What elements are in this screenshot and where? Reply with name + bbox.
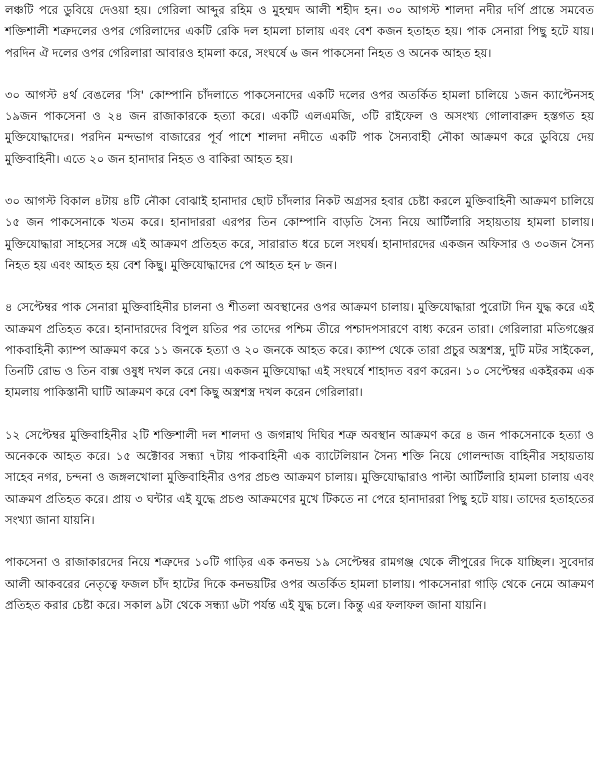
paragraph-6: পাকসেনা ও রাজাকারদের নিয়ে শত্রুদের ১০টি গাড়ির এক কনভয় ১৯ সেপ্টেম্বর রামগঞ্জ থেকে লীপুরের দিকে যাচ্ছিল। সুবেদার আলী আকবরের নেতৃত্বে ফজল চাঁদ হাটের দিকে কনভয়টির ওপর অতর্কিত হামলা চালায়। পাকসেনারা গাড়ি থেকে নেমে আক্রমণ প্রতিহত করার চেষ্টা করে। সকাল ৯টা থেকে সন্ধ্যা ৬টা পর্যন্ত এই যুদ্ধ চলে। কিন্তু এর ফলাফল জানা যায়নি। [5, 555, 594, 612]
paragraph-5: ১২ সেপ্টেম্বর মুক্তিবাহিনীর ২টি শক্তিশালী দল শালদা ও জগন্নাথ দিঘির শত্রু অবস্থান আক্রমণ করে ৪ জন পাকসেনাকে হত্যা ও অনেককে আহত করে। ১৫ অক্টোবর সন্ধ্যা ৭টায় পাকবাহিনী এক ব্যাটেলিয়ান সৈন্য শক্তি নিয়ে গোলন্দাজ বাহিনীর সহায়তায় সাহেব নগর, চন্দনা ও জঙ্গলখোলা মুক্তিবাহিনীর ওপর প্রচণ্ড আক্রমণ চালায়। মুক্তিযোদ্ধারাও পাল্টা আর্টিলারি হামলা চালায় এবং আক্রমণ প্রতিহত করে। প্রায় ৩ ঘন্টার এই যুদ্ধে প্রচণ্ড আক্রমণের মুখে টিকতে না পেরে হানাদাররা পিছু হটে যায়। তাদের হতাহতের সংখ্যা জানা যায়নি। [5, 427, 594, 527]
paragraph-1: লঞ্চটি পরে ডুবিয়ে দেওয়া হয়। গেরিলা আব্দুর রহিম ও মুহম্মদ আলী শহীদ হন। ৩০ আগস্ট শালদা নদীর দর্ণি প্রান্তে সমবেত শক্তিশালী শত্রুদলের ওপর গেরিলাদের একটি রেকি দল হামলা চালায় এবং বেশ কজন হতাহত হয়। পাক সেনারা পিছু হটে যায়। পরদিন ঐ দলের ওপর গেরিলারা আবারও হামলা করে, সংঘর্ষে ৬ জন পাকসেনা নিহত ও অনেক আহত হয়। [5, 3, 594, 60]
paragraph-2: ৩০ আগস্ট ৪র্থ বেঙলের 'সি' কোম্পানি চাঁদলাতে পাকসেনাদের একটি দলের ওপর অতর্কিত হামলা চালিয়ে ১জন ক্যাপ্টেনসহ ১৯জন পাকসেনা ও ২৪ জন রাজাকারকে হত্যা করে। একটি এলএমজি, ৩টি রাইফেল ও অসংখ্য গোলাবারুদ হস্তগত হয় মুক্তিযোদ্ধাদের। পরদিন মন্দভাগ বাজারের পূর্ব পাশে শালদা নদীতে একটি পাক সৈন্যবাহী নৌকা আক্রমণ করে ডুবিয়ে দেয় মুক্তিবাহিনী। এতে ২০ জন হানাদার নিহত ও বাকিরা আহত হয়। [5, 87, 594, 166]
paragraph-4: ৪ সেপ্টেম্বর পাক সেনারা মুক্তিবাহিনীর চালনা ও শীতলা অবস্থানের ওপর আক্রমণ চালায়। মুক্তিযোদ্ধারা পুরোটা দিন যুদ্ধ করে এই আক্রমণ প্রতিহত করে। হানাদারদের বিপুল য়তির পর তাদের পশ্চিম তীরে পশ্চাদপসারণে বাধ্য করেন তারা। গেরিলারা মতিগঞ্জের পাকবাহিনী ক্যাম্প আক্রমণ করে ১১ জনকে হত্যা ও ২০ জনকে আহত করে। ক্যাম্প থেকে তারা প্রচুর অস্ত্রশস্ত্র, দুটি মটর সাইকেল, তিনটি রোভ ও তিন বাক্স ওষুধ দখল করে নেয়। একজন মুক্তিযোদ্ধা এই সংঘর্ষে শাহাদত বরণ করেন। ১০ সেপ্টেম্বর একইরকম এক হামলায় পাকিস্তানী ঘাটি আক্রমণ করে বেশ কিছু অস্ত্রশস্ত্র দখল করেন গেরিলারা। [5, 300, 594, 400]
paragraph-3: ৩০ আগস্ট বিকাল ৪টায় ৪টি নৌকা বোঝাই হানাদার ছোট চাঁদলার নিকট অগ্রসর হবার চেষ্টা করলে মুক্তিবাহিনী আক্রমণ চালিয়ে ১৫ জন পাকসেনাকে খতম করে। হানাদাররা এরপর তিন কোম্পানি বাড়তি সৈন্য নিয়ে আর্টিলারি সহায়তায় হামলা চালায়। মুক্তিযোদ্ধারা সাহসের সঙ্গে এই আক্রমণ প্রতিহত করে, সারারাত ধরে চলে সংঘর্ষ। হানাদারদের একজন অফিসার ও ৩০জন সৈন্য নিহত হয় এবং আহত হয় বেশ কিছু। মুক্তিযোদ্ধাদের পে আহত হন ৮ জন। [5, 194, 594, 272]
